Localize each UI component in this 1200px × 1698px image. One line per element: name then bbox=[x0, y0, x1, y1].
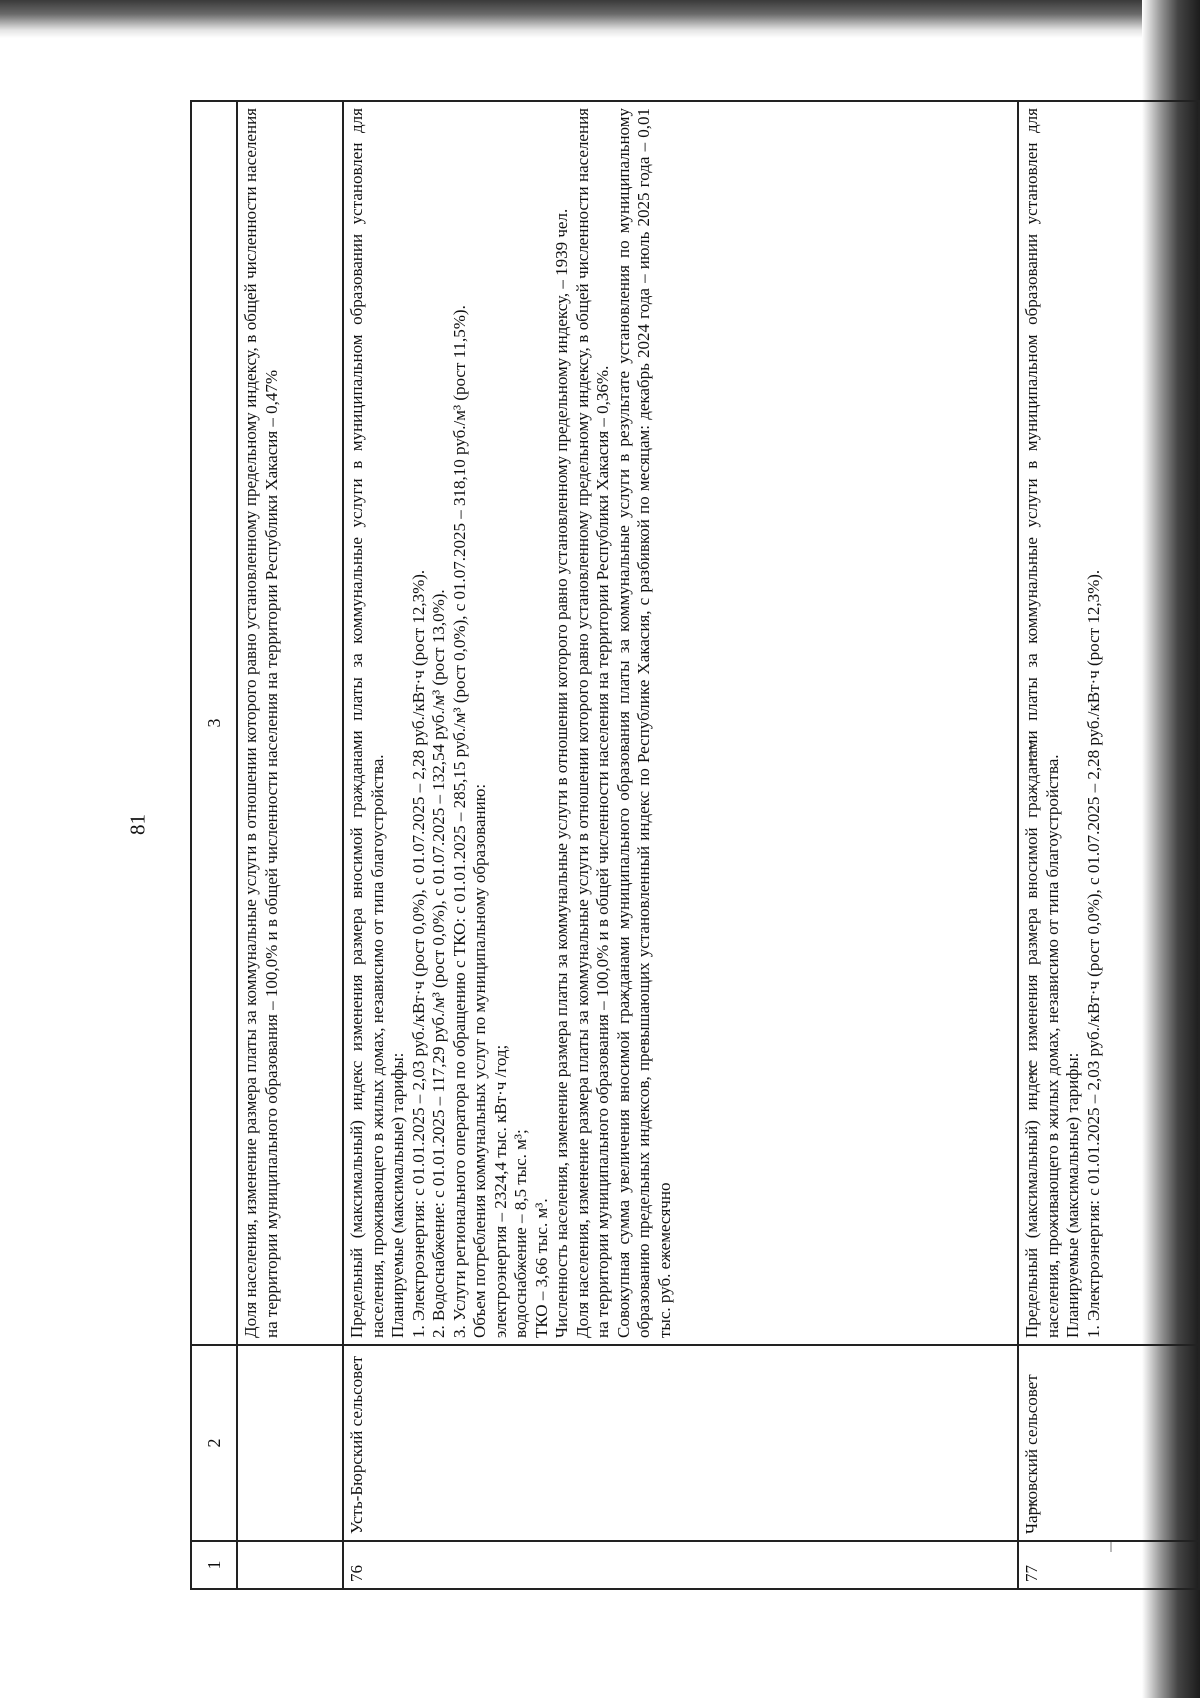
description-cell bbox=[1018, 101, 1199, 1345]
tariff-table bbox=[190, 100, 1200, 1590]
table-row bbox=[343, 101, 1018, 1589]
header-row bbox=[191, 101, 237, 1589]
row-number: 76 bbox=[343, 1541, 1018, 1589]
row-number bbox=[237, 1541, 343, 1589]
rotated-table-page bbox=[190, 100, 1200, 1590]
description-paragraph: ТКО – 3,66 тыс. м³. bbox=[531, 1198, 551, 1338]
description-paragraph: электроэнергия – 2324,4 тыс. кВт·ч /год; bbox=[490, 1044, 510, 1338]
description-paragraph: Предельный (максимальный) индекс изменения размера вносимой гражданами платы за коммунальные услуги в муниципальном образовании установлен для населения, проживающего в жилых домах, независимо от типа благоустройства. bbox=[347, 108, 387, 1338]
municipality-name: Усть-Бюрский сельсовет bbox=[343, 1345, 1018, 1541]
description-paragraph: 3. Услуги регионального оператора по обращению с ТКО: с 01.01.2025 – 285,15 руб./м³ (рост 0,0%), с 01.07.2025 – 318,10 руб./м³ (рост 11,5%). bbox=[449, 305, 469, 1338]
description-paragraph: 2. Водоснабжение: с 01.01.2025 – 117,29 руб./м³ (рост 0,0%), с 01.07.2025 – 132,54 руб./м³ (рост 13,0%). bbox=[429, 589, 448, 1338]
header-col-2: 2 bbox=[191, 1345, 237, 1541]
description-paragraph: Совокупная сумма увеличения вносимой гражданами муниципального образования платы за коммунальные услуги в результате установления по муниципальному образованию предельных индексов, превышающих установленный индекс по Республике Хакасия, с разбивкой по месяцам: декабрь 2024 года – июль 2025 года – 0,01 тыс. руб. ежемесячно bbox=[613, 108, 674, 1338]
header-col-1: 1 bbox=[191, 1541, 237, 1589]
header-col-3: 3 bbox=[191, 101, 237, 1345]
page-number: 81 bbox=[125, 814, 150, 835]
description-cell bbox=[343, 101, 1018, 1345]
description-paragraph: 1. Электроэнергия: с 01.01.2025 – 2,03 руб./кВт·ч (рост 0,0%), с 01.07.2025 – 2,28 руб./кВт·ч (рост 12,3%). bbox=[1083, 569, 1103, 1338]
description-cell bbox=[237, 101, 343, 1345]
row-number: 77 bbox=[1018, 1541, 1199, 1589]
table-row bbox=[237, 101, 343, 1589]
scan-edge-top bbox=[0, 0, 1200, 38]
description-paragraph: 1. Электроэнергия: с 01.01.2025 – 2,03 руб./кВт·ч (рост 0,0%), с 01.07.2025 – 2,28 руб./кВт·ч (рост 12,3%). bbox=[408, 569, 428, 1338]
table-row bbox=[1018, 101, 1199, 1589]
description-paragraph: Предельный (максимальный) индекс изменения размера вносимой гражданами платы за коммунальные услуги в муниципальном образовании установлен для населения, проживающего в жилых домах, независимо от типа благоустройства. bbox=[1022, 108, 1062, 1338]
description-paragraph: Численность населения, изменение размера платы за коммунальные услуги в отношении которого равно установленному предельному индексу, – 1939 чел. bbox=[552, 208, 571, 1338]
description-paragraph: Доля населения, изменение размера платы за коммунальные услуги в отношении которого равно установленному предельному индексу, в общей численности населения на территории муниципального образования – 100,0% и в общей численности населения на территории Республики Хакасия – 0,36%. bbox=[572, 108, 612, 1338]
description-paragraph: Доля населения, изменение размера платы за коммунальные услуги в отношении которого равно установленному предельному индексу, в общей численности населения на территории муниципального образования – 100,0% и в общей численности населения на территории Республики Хакасия – 0,47% bbox=[241, 108, 281, 1338]
description-paragraph: водоснабжение – 8,5 тыс. м³; bbox=[511, 1129, 530, 1338]
description-paragraph: Планируемые (максимальные) тарифы: bbox=[1063, 1052, 1083, 1338]
municipality-name bbox=[237, 1345, 343, 1541]
description-paragraph: Объем потребления коммунальных услуг по муниципальному образованию: bbox=[470, 783, 489, 1338]
municipality-name: Чарковский сельсовет bbox=[1018, 1345, 1199, 1541]
description-paragraph: Планируемые (максимальные) тарифы: bbox=[388, 1052, 407, 1338]
